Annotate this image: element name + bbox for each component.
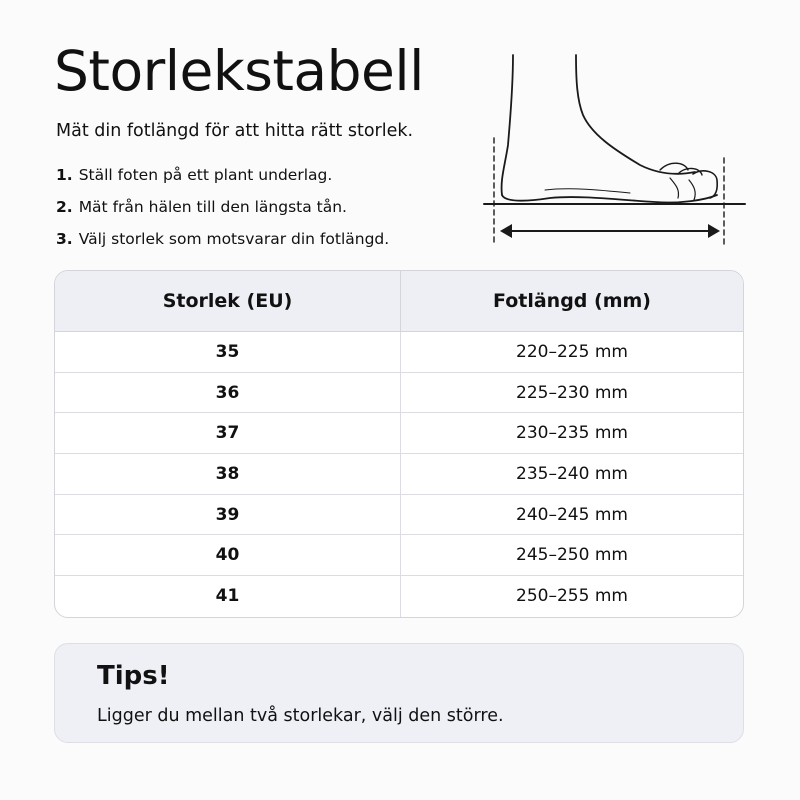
- step-item: [56, 195, 389, 227]
- column-header-length: Fotlängd (mm): [493, 290, 651, 312]
- size-cell: 41: [55, 576, 401, 617]
- length-cell: 225–230 mm: [516, 382, 628, 403]
- length-cell: 250–255 mm: [516, 586, 628, 607]
- size-cell: 35: [55, 332, 401, 372]
- column-header-size: Storlek (EU): [55, 271, 401, 331]
- table-row: [55, 413, 743, 454]
- length-cell: 220–225 mm: [516, 341, 628, 362]
- step-text: Ställ foten på ett plant underlag.: [78, 166, 333, 184]
- step-text: Mät från hälen till den längsta tån.: [78, 198, 347, 216]
- tips-text: Ligger du mellan två storlekar, välj den större.: [97, 706, 504, 726]
- size-cell: 38: [55, 454, 401, 494]
- size-cell: 37: [55, 413, 401, 453]
- table-row: [55, 454, 743, 495]
- tips-title: Tips!: [97, 661, 170, 691]
- foot-measurement-icon: [480, 50, 750, 250]
- instruction-steps: [56, 163, 389, 259]
- table-row: [55, 535, 743, 576]
- tips-card: [54, 643, 744, 743]
- length-cell: 240–245 mm: [516, 504, 628, 525]
- step-item: [56, 163, 389, 195]
- size-cell: 39: [55, 495, 401, 535]
- step-number: 2.: [56, 198, 73, 216]
- step-number: 1.: [56, 166, 73, 184]
- page-subtitle: Mät din fotlängd för att hitta rätt storlek.: [56, 121, 414, 141]
- table-row: [55, 373, 743, 414]
- table-header: [55, 271, 743, 332]
- table-row: [55, 576, 743, 617]
- table-row: [55, 332, 743, 373]
- step-number: 3.: [56, 230, 73, 248]
- length-cell: 230–235 mm: [516, 423, 628, 444]
- table-row: [55, 495, 743, 536]
- step-item: [56, 227, 389, 259]
- step-text: Välj storlek som motsvarar din fotlängd.: [78, 230, 390, 248]
- size-cell: 40: [55, 535, 401, 575]
- length-cell: 245–250 mm: [516, 545, 628, 566]
- size-cell: 36: [55, 373, 401, 413]
- size-table: [54, 270, 744, 618]
- length-cell: 235–240 mm: [516, 463, 628, 484]
- page-title: Storlekstabell: [54, 39, 424, 103]
